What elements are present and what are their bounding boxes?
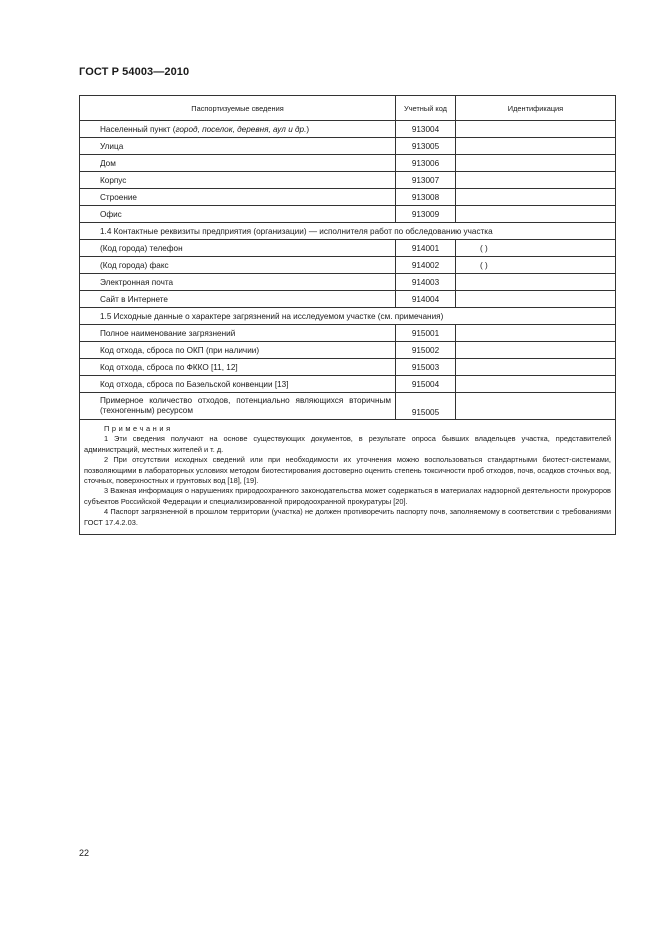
row-code: 913004	[396, 121, 456, 138]
row-name: Улица	[80, 138, 396, 155]
row-ident	[456, 291, 616, 308]
row-ident	[456, 325, 616, 342]
row-name: (Код города) телефон	[80, 240, 396, 257]
row-code: 913007	[396, 172, 456, 189]
row-ident	[456, 206, 616, 223]
row-code: 915002	[396, 342, 456, 359]
table-row	[80, 342, 616, 359]
column-header-code: Учетный код	[396, 96, 456, 121]
row-name: Офис	[80, 206, 396, 223]
notes-block	[80, 420, 616, 535]
row-name: Полное наименование загрязнений	[80, 325, 396, 342]
row-ident	[456, 121, 616, 138]
table-row	[80, 359, 616, 376]
row-ident	[456, 376, 616, 393]
row-name: Примерное количество отходов, потенциально являющихся вторичным (техногенным) ресурсом	[80, 393, 396, 420]
row-name: Дом	[80, 155, 396, 172]
row-code: 913006	[396, 155, 456, 172]
row-ident: ( )	[456, 257, 616, 274]
row-name: Корпус	[80, 172, 396, 189]
table-row	[80, 206, 616, 223]
section-title-1-4: 1.4 Контактные реквизиты предприятия (организации) — исполнителя работ по обследованию участка	[80, 223, 616, 240]
table-row	[80, 189, 616, 206]
note-item: 2 При отсутствии исходных сведений или при необходимости их уточнения можно воспользоваться стандартными биотест-системами, позволяющими в лабораторных условиях методом биотестирования достоверно оценить степень токсичности проб отходов, почв, осадков сточных вод, сточных, поверхностных и грунтовых вод [18], [19].	[84, 455, 611, 486]
row-code: 913009	[396, 206, 456, 223]
table-row	[80, 393, 616, 420]
row-name: Код отхода, сброса по ФККО [11, 12]	[80, 359, 396, 376]
row-name	[80, 121, 396, 138]
note-item: 3 Важная информация о нарушениях природоохранного законодательства может содержаться в материалах надзорной деятельности прокуроров субъектов Российской Федерации и специализированной природоохранной прокуратуры [20].	[84, 486, 611, 506]
notes-title: Примечания	[104, 424, 173, 433]
row-ident	[456, 155, 616, 172]
table-row	[80, 257, 616, 274]
row-code: 914004	[396, 291, 456, 308]
table-header-row	[80, 96, 616, 121]
row-code: 915003	[396, 359, 456, 376]
table-row	[80, 138, 616, 155]
row-code: 915001	[396, 325, 456, 342]
table-row	[80, 325, 616, 342]
note-item: 1 Эти сведения получают на основе существующих документов, в результате опроса бывших владельцев участка, представителей администраций, местных жителей и т. д.	[84, 434, 611, 454]
row-code: 914003	[396, 274, 456, 291]
row-code: 914002	[396, 257, 456, 274]
table-row	[80, 155, 616, 172]
row-name: Электронная почта	[80, 274, 396, 291]
table-row	[80, 240, 616, 257]
note-item: 4 Паспорт загрязненной в прошлом территории (участка) не должен противоречить паспорту почв, заполняемому в соответствии с требованиями ГОСТ 17.4.2.03.	[84, 507, 611, 527]
row-code: 913008	[396, 189, 456, 206]
section-title-1-5: 1.5 Исходные данные о характере загрязнений на исследуемом участке (см. примечания)	[80, 308, 616, 325]
row-name-text: Населенный пункт (	[100, 124, 176, 134]
row-ident	[456, 189, 616, 206]
table-row	[80, 121, 616, 138]
row-code: 913005	[396, 138, 456, 155]
row-ident	[456, 393, 616, 420]
row-name: Строение	[80, 189, 396, 206]
section-row-1-5	[80, 308, 616, 325]
document-standard-header: ГОСТ Р 54003—2010	[79, 66, 190, 78]
row-name: Код отхода, сброса по ОКП (при наличии)	[80, 342, 396, 359]
row-name-text-end: )	[306, 124, 310, 134]
row-name: Код отхода, сброса по Базельской конвенции [13]	[80, 376, 396, 393]
row-name: Сайт в Интернете	[80, 291, 396, 308]
column-header-ident: Идентификация	[456, 96, 616, 121]
row-ident	[456, 359, 616, 376]
table-row	[80, 291, 616, 308]
page-number: 22	[79, 848, 90, 858]
row-ident	[456, 172, 616, 189]
table-row	[80, 376, 616, 393]
row-ident	[456, 342, 616, 359]
notes-row	[80, 420, 616, 535]
row-code: 915005	[396, 393, 456, 420]
row-code: 914001	[396, 240, 456, 257]
table-row	[80, 172, 616, 189]
passport-table	[79, 95, 616, 535]
row-code: 915004	[396, 376, 456, 393]
section-row-1-4	[80, 223, 616, 240]
column-header-info: Паспортизуемые сведения	[80, 96, 396, 121]
row-name-italic: город, поселок, деревня, аул и др.	[175, 124, 307, 134]
row-ident	[456, 274, 616, 291]
row-name: (Код города) факс	[80, 257, 396, 274]
row-ident: ( )	[456, 240, 616, 257]
row-ident	[456, 138, 616, 155]
table-row	[80, 274, 616, 291]
